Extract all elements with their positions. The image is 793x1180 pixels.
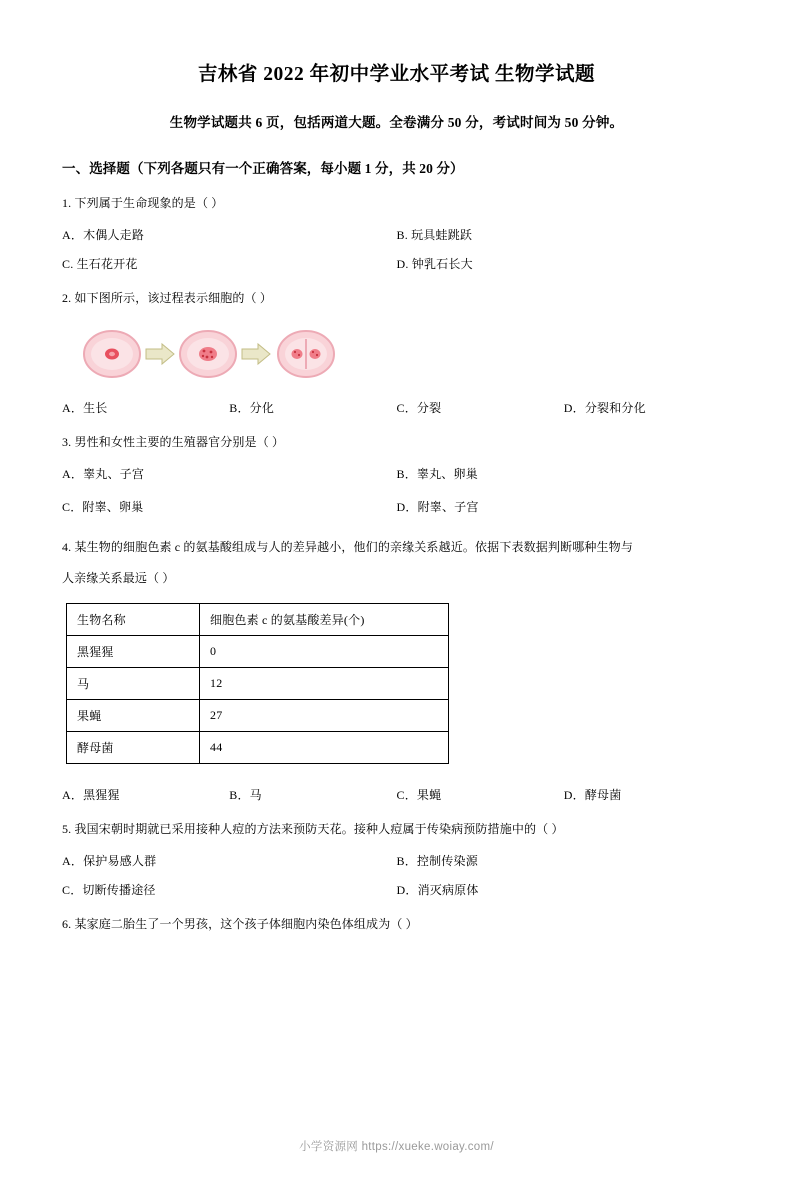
- cell-division-diagram: [78, 323, 731, 383]
- question-1-options-row-2: [62, 255, 731, 272]
- question-5-option-c[interactable]: C．切断传播途径: [62, 883, 156, 897]
- question-1-stem: 1. 下列属于生命现象的是（ ）: [62, 196, 224, 210]
- question-4-stem: 4. 某生物的细胞色素 c 的氨基酸组成与人的差异越小，他们的亲缘关系越近。依据下表数据判断哪种生物与: [62, 540, 633, 554]
- question-1-option-b[interactable]: B. 玩具蛙跳跃: [396, 228, 473, 242]
- table-cell-value-2: 12: [200, 668, 449, 700]
- question-5-options-row-1: [62, 852, 731, 869]
- table-cell-species-1: 黑猩猩: [67, 636, 200, 668]
- question-5-option-a[interactable]: A．保护易感人群: [62, 854, 157, 868]
- table-cell-value-1: 0: [200, 636, 449, 668]
- table-row: [67, 732, 449, 764]
- question-1-option-c[interactable]: C. 生石花开花: [62, 257, 138, 271]
- question-1-options-row-1: [62, 226, 731, 243]
- question-5-option-d[interactable]: D．消灭病原体: [396, 883, 479, 897]
- table-cell-species-3: 果蝇: [67, 700, 200, 732]
- question-2-option-b[interactable]: B．分化: [229, 401, 275, 415]
- question-3-option-c[interactable]: C．附睾、卵巢: [62, 500, 144, 514]
- table-row: [67, 636, 449, 668]
- exam-info-line: 生物学试题共 6 页，包括两道大题。全卷满分 50 分，考试时间为 50 分钟。: [169, 115, 624, 130]
- question-1-option-a[interactable]: A．木偶人走路: [62, 228, 145, 242]
- table-row: [67, 668, 449, 700]
- question-5-stem: 5. 我国宋朝时期就已采用接种人痘的方法来预防天花。接种人痘属于传染病预防措施中的（ ）: [62, 822, 564, 836]
- question-5-options-row-2: [62, 881, 731, 898]
- question-5-option-b[interactable]: B．控制传染源: [396, 854, 478, 868]
- question-3-options-row-2: [62, 498, 731, 515]
- table-cell-species-4: 酵母菌: [67, 732, 200, 764]
- table-header-difference: 细胞色素 c 的氨基酸差异(个): [200, 604, 449, 636]
- table-cell-value-3: 27: [200, 700, 449, 732]
- question-4-options: [62, 786, 731, 803]
- footer-watermark: 小学资源网 https://xueke.woiay.com/: [299, 1141, 494, 1153]
- question-4-stem-cont: 人亲缘关系最远（ ）: [62, 571, 175, 585]
- question-4-option-c[interactable]: C．果蝇: [396, 788, 442, 802]
- question-4-option-b[interactable]: B．马: [229, 788, 262, 802]
- question-2-option-c[interactable]: C．分裂: [396, 401, 442, 415]
- question-6-stem: 6. 某家庭二胎生了一个男孩，这个孩子体细胞内染色体组成为（ ）: [62, 917, 418, 931]
- question-1-option-d[interactable]: D. 钟乳石长大: [396, 257, 473, 271]
- table-row: [67, 700, 449, 732]
- question-2-stem: 2. 如下图所示，该过程表示细胞的（ ）: [62, 291, 273, 305]
- question-3-stem: 3. 男性和女性主要的生殖器官分别是（ ）: [62, 435, 285, 449]
- cytochrome-c-table: [66, 603, 449, 764]
- section-heading: 一、选择题（下列各题只有一个正确答案，每小题 1 分，共 20 分）: [62, 161, 464, 176]
- question-3-options-row-1: [62, 465, 731, 482]
- page-title: 吉林省 2022 年初中学业水平考试 生物学试题: [197, 64, 596, 85]
- question-2-option-d[interactable]: D．分裂和分化: [563, 401, 646, 415]
- table-cell-species-2: 马: [67, 668, 200, 700]
- question-2-option-a[interactable]: A．生长: [62, 401, 108, 415]
- table-cell-value-4: 44: [200, 732, 449, 764]
- question-3-option-b[interactable]: B．睾丸、卵巢: [396, 467, 478, 481]
- question-3-option-d[interactable]: D．附睾、子宫: [396, 500, 479, 514]
- question-4-option-d[interactable]: D．酵母菌: [563, 788, 622, 802]
- table-header-species: 生物名称: [67, 604, 200, 636]
- table-header-row: [67, 604, 449, 636]
- document-page: [0, 58, 793, 1180]
- question-3-option-a[interactable]: A．睾丸、子宫: [62, 467, 145, 481]
- question-2-options: [62, 399, 731, 416]
- question-4-option-a[interactable]: A．黑猩猩: [62, 788, 120, 802]
